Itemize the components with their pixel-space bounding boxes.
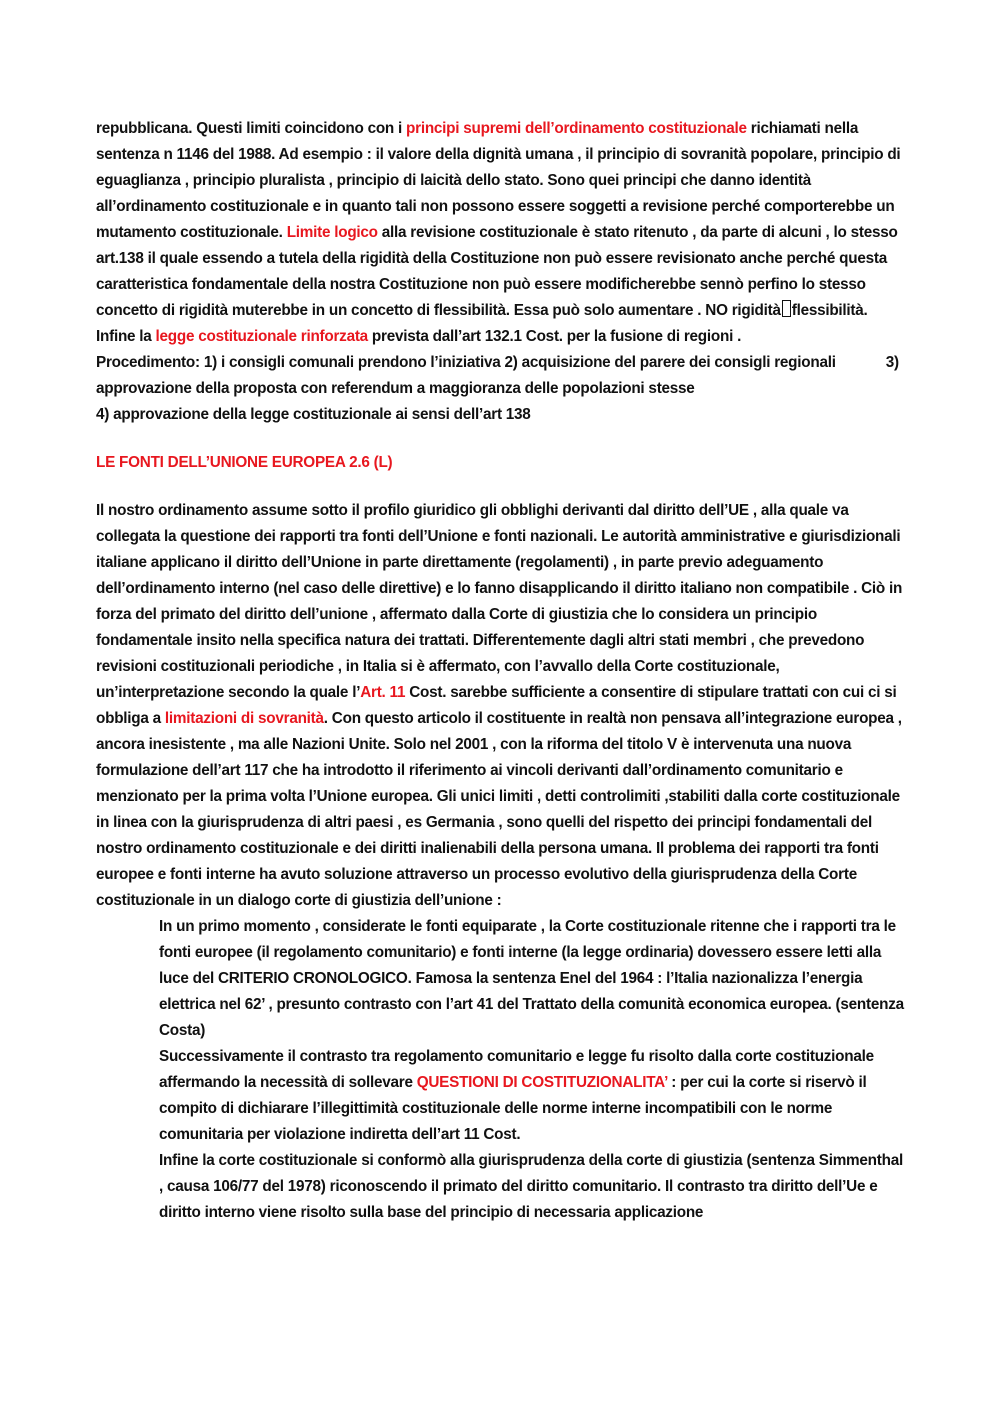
text-segment: prevista dall’art 132.1 Cost. per la fusione di regioni . bbox=[367, 328, 742, 345]
text-segment: repubblicana. Questi limiti coincidono con i bbox=[96, 120, 407, 137]
document-page bbox=[96, 116, 908, 1226]
paragraph-legge-rinforzata bbox=[96, 324, 908, 350]
paragraph-procedimento-step-4: 4) approvazione della legge costituzionale ai sensi dell’art 138 bbox=[96, 406, 531, 423]
highlight-art-11: Art. 11 bbox=[360, 684, 406, 701]
list-item-successivamente bbox=[159, 1044, 908, 1148]
highlight-principi-supremi: principi supremi dell’ordinamento costituzionale bbox=[406, 120, 747, 137]
highlight-limitazioni-sovranita: limitazioni di sovranità bbox=[164, 710, 324, 727]
paragraph-fonti-ue bbox=[96, 498, 908, 914]
list-item-infine: Infine la corte costituzionale si conformò alla giurisprudenza della corte di giustizia (sentenza Simmenthal , causa 106/77 del 1978) riconoscendo il primato del diritto comunitario. Il contrasto tra diritto dell’Ue e diritto interno viene risolto sulla base del principio di necessaria applicazione bbox=[159, 1152, 903, 1221]
text-segment: Cost. sarebbe sufficiente a consentire di stipulare trattati con cui ci si obbliga a bbox=[96, 684, 897, 727]
highlight-limite-logico: Limite logico bbox=[286, 224, 378, 241]
section-heading: LE FONTI DELL’UNIONE EUROPEA 2.6 (L) bbox=[96, 454, 393, 471]
text-segment: Successivamente il contrasto tra regolamento comunitario e legge fu risolto dalla corte costituzionale affermando la necessità di sollevare bbox=[159, 1048, 874, 1091]
text-segment: Infine la bbox=[96, 328, 156, 345]
text-segment: 3) approvazione della proposta con referendum a maggioranza delle popolazioni stesse bbox=[96, 354, 899, 397]
indented-list bbox=[96, 914, 908, 1226]
highlight-legge-rinforzata: legge costituzionale rinforzata bbox=[155, 328, 368, 345]
text-segment: Il nostro ordinamento assume sotto il profilo giuridico gli obblighi derivanti dal diritto dell’UE , alla quale va collegata la questione dei rapporti tra fonti dell’Unione e fonti nazionali. Le autorità amministrative e giurisdizionali italiane applicano il diritto dell’Unione in parte direttamente (regolamenti) , in parte previo adeguamento dell’ordinamento interno (nel caso delle direttive) e lo fanno disapplicando il diritto italiano non compatibile . Ciò in forza del primato del diritto dell’unione , affermato dalla Corte di giustizia che lo considera un principio fondamentale insito nella specifica natura dei trattati. Differentemente dagli altri stati membri , che prevedono revisioni costituzionali periodiche , in Italia si è affermato, con l’avvallo della Corte costituzionale, un’interpretazione secondo la quale l’ bbox=[96, 502, 903, 701]
text-segment: Procedimento: 1) i consigli comunali prendono l’iniziativa 2) acquisizione del parere dei consigli regionali bbox=[96, 354, 836, 371]
text-segment: flessibilità. bbox=[791, 302, 868, 319]
highlight-questioni-costituzionalita: QUESTIONI DI COSTITUZIONALITA’ bbox=[416, 1074, 668, 1091]
text-segment: richiamati nella sentenza n 1146 del 1988. Ad esempio : il valore della dignità umana , il principio di sovranità popolare, principio di eguaglianza , principio pluralista , principio di laicità dello stato. Sono quei principi che danno identità all’ordinamento costituzionale e in quanto tali non possono essere soggetti a revisione perché comporterebbe un mutamento costituzionale. bbox=[96, 120, 901, 241]
text-segment: alla revisione costituzionale è stato ritenuto , da parte di alcuni , lo stesso art.138 il quale essendo a tutela della rigidità della Costituzione non può essere revisionato anche perché questa caratteristica fondamentale della nostra Costituzione non può essere modificherebbe sennò perfino lo stesso concetto di rigidità muterebbe in un concetto di flessibilità. Essa può solo aumentare . NO rigidità bbox=[96, 224, 898, 319]
text-segment: . Con questo articolo il costituente in realtà non pensava all’integrazione europea , ancora inesistente , ma alle Nazioni Unite. Solo nel 2001 , con la riforma del titolo V è intervenuta una nuova formulazione dell’art 117 che ha introdotto il riferimento ai vincoli derivanti dall’ordinamento comunitario e menzionato per la prima volta l’Unione europea. Gli unici limiti , detti controlimiti ,stabiliti dalla corte costituzionale in linea con la giurisprudenza di altri paesi , es Germania , sono quelli del rispetto dei principi fondamentali del nostro ordinamento costituzionale e dei diritti inalienabili della persona umana. Il problema dei rapporti tra fonti europee e fonti interne ha avuto soluzione attraverso un processo evolutivo della giurisprudenza della Corte costituzionale in un dialogo corte di giustizia dell’unione : bbox=[96, 710, 902, 909]
paragraph-procedimento bbox=[96, 350, 908, 402]
text-segment: : per cui la corte si riservò il compito di dichiarare l’illegittimità costituzionale delle norme interne incompatibili con le norme comunitaria per violazione indiretta dell’art 11 Cost. bbox=[159, 1074, 867, 1143]
missing-glyph-box bbox=[782, 300, 791, 317]
list-item-primo-momento: In un primo momento , considerate le fonti equiparate , la Corte costituzionale ritenne che i rapporti tra le fonti europee (il regolamento comunitario) e fonti interne (la legge ordinaria) dovessero essere letti alla luce del CRITERIO CRONOLOGICO. Famosa la sentenza Enel del 1964 : l’Italia nazionalizza l’energia elettrica nel 62’ , presunto contrasto con l’art 41 del Trattato della comunità economica europea. (sentenza Costa) bbox=[159, 918, 904, 1039]
paragraph-constitutional-limits bbox=[96, 116, 908, 324]
